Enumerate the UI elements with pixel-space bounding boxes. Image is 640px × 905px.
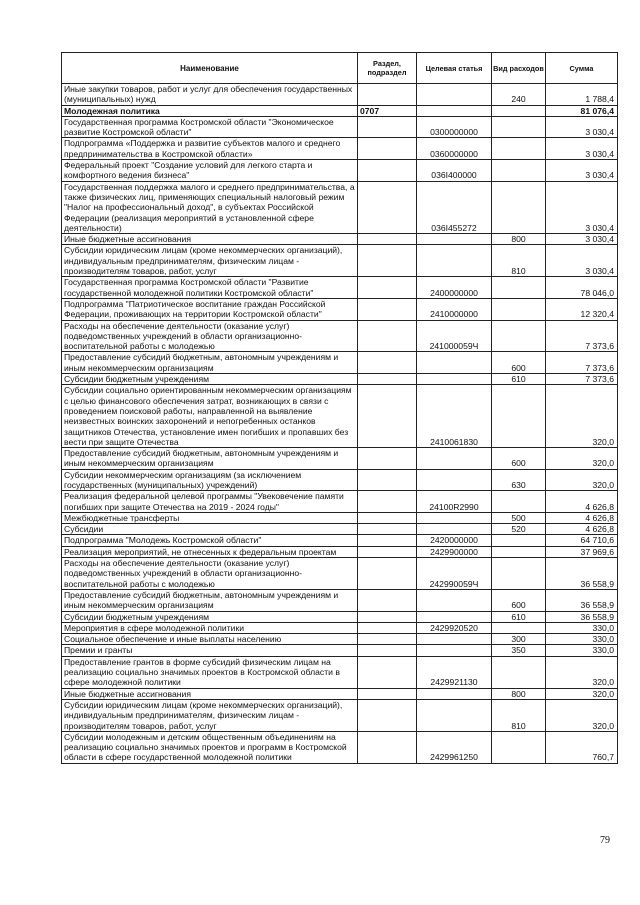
- row-target-item: 24100R2990: [417, 491, 492, 513]
- row-name: Мероприятия в сфере молодежной политики: [62, 622, 358, 633]
- row-name: Субсидии юридическим лицам (кроме некоммерческих организаций), индивидуальным предпринимателям, физическим лицам - производителям товаров, работ, услуг: [62, 245, 358, 277]
- row-name: Субсидии юридическим лицам (кроме некоммерческих организаций), индивидуальным предпринимателям, физическим лицам - производителям товаров, работ, услуг: [62, 699, 358, 731]
- table-row: [62, 731, 618, 763]
- row-target-item: 2429900000: [417, 546, 492, 557]
- row-section: [358, 352, 417, 374]
- row-expense-type: [492, 320, 546, 352]
- row-sum: 78 046,0: [546, 277, 618, 299]
- row-target-item: [417, 234, 492, 245]
- row-expense-type: [492, 491, 546, 513]
- row-name: Субсидии: [62, 524, 358, 535]
- row-expense-type: 520: [492, 524, 546, 535]
- header-name: Наименование: [62, 53, 358, 84]
- row-name: Межбюджетные трансферты: [62, 512, 358, 523]
- row-expense-type: 600: [492, 589, 546, 611]
- row-name: Молодежная политика: [62, 105, 358, 116]
- row-name: Субсидии бюджетным учреждениям: [62, 611, 358, 622]
- table-row: [62, 512, 618, 523]
- row-target-item: [417, 589, 492, 611]
- row-target-item: 2410000000: [417, 298, 492, 320]
- row-expense-type: [492, 277, 546, 299]
- row-sum: 4 626,8: [546, 512, 618, 523]
- budget-document: [61, 52, 617, 764]
- row-section: [358, 234, 417, 245]
- row-name: Федеральный проект "Создание условий для легкого старта и комфортного ведения бизнеса": [62, 160, 358, 182]
- row-target-item: [417, 105, 492, 116]
- row-section: [358, 491, 417, 513]
- row-target-item: 2420000000: [417, 535, 492, 546]
- row-sum: 3 030,4: [546, 245, 618, 277]
- row-sum: 320,0: [546, 469, 618, 491]
- row-sum: 64 710,6: [546, 535, 618, 546]
- row-name: Реализация мероприятий, не отнесенных к федеральным проектам: [62, 546, 358, 557]
- row-target-item: 036I455272: [417, 181, 492, 233]
- row-section: [358, 320, 417, 352]
- row-expense-type: [492, 558, 546, 590]
- row-section: [358, 589, 417, 611]
- row-sum: 320,0: [546, 699, 618, 731]
- row-target-item: [417, 524, 492, 535]
- table-row: [62, 234, 618, 245]
- row-target-item: 0360000000: [417, 138, 492, 160]
- row-target-item: 2429961250: [417, 731, 492, 763]
- row-name: Предоставление грантов в форме субсидий физическим лицам на реализацию социально значимых проектов в Костромской области в сфере молодежной политики: [62, 656, 358, 688]
- table-header-row: [62, 53, 618, 84]
- table-row: [62, 160, 618, 182]
- row-section: [358, 611, 417, 622]
- table-row: [62, 138, 618, 160]
- row-section: [358, 374, 417, 385]
- row-section: [358, 298, 417, 320]
- row-target-item: [417, 245, 492, 277]
- row-expense-type: [492, 546, 546, 557]
- row-name: Субсидии социально ориентированным некоммерческим организациям с целью финансового обеспечения затрат, возникающих в связи с проведением поисковой работы, направленной на выявление неизвестных воинских захоронений и непогребенных останков защитников Отечества, установление имен погибших и пропавших без вести при защите Отечества: [62, 385, 358, 448]
- row-section: [358, 656, 417, 688]
- row-expense-type: [492, 116, 546, 138]
- row-expense-type: 800: [492, 688, 546, 699]
- row-sum: 330,0: [546, 634, 618, 645]
- row-sum: 7 373,6: [546, 352, 618, 374]
- row-name: Подпрограмма "Молодежь Костромской области": [62, 535, 358, 546]
- row-target-item: 036I400000: [417, 160, 492, 182]
- budget-table: [61, 52, 618, 764]
- row-sum: 1 788,4: [546, 84, 618, 106]
- row-expense-type: 610: [492, 374, 546, 385]
- row-sum: 7 373,6: [546, 374, 618, 385]
- row-section: [358, 699, 417, 731]
- row-name: Социальное обеспечение и иные выплаты населению: [62, 634, 358, 645]
- row-name: Субсидии молодежным и детским общественным объединениям на реализацию социально значимых проектов и программ в Костромской области в сфере государственной молодежной политики: [62, 731, 358, 763]
- page-number: 79: [600, 835, 610, 846]
- row-sum: 330,0: [546, 645, 618, 656]
- row-sum: 3 030,4: [546, 234, 618, 245]
- row-section: [358, 448, 417, 470]
- table-row: [62, 245, 618, 277]
- table-row: [62, 352, 618, 374]
- row-sum: 320,0: [546, 656, 618, 688]
- row-expense-type: [492, 181, 546, 233]
- row-sum: 3 030,4: [546, 116, 618, 138]
- table-row: [62, 656, 618, 688]
- row-name: Субсидии некоммерческим организациям (за исключением государственных (муниципальных) учреждений): [62, 469, 358, 491]
- row-expense-type: 500: [492, 512, 546, 523]
- row-expense-type: 600: [492, 448, 546, 470]
- row-sum: 81 076,4: [546, 105, 618, 116]
- header-target-item: Целевая статья: [417, 53, 492, 84]
- row-section: [358, 138, 417, 160]
- row-expense-type: [492, 385, 546, 448]
- table-row: [62, 491, 618, 513]
- row-section: [358, 84, 417, 106]
- row-name: Иные бюджетные ассигнования: [62, 688, 358, 699]
- row-target-item: [417, 84, 492, 106]
- row-target-item: 2410061830: [417, 385, 492, 448]
- row-sum: 37 969,6: [546, 546, 618, 557]
- row-target-item: [417, 352, 492, 374]
- row-section: [358, 535, 417, 546]
- row-target-item: [417, 611, 492, 622]
- row-section: [358, 558, 417, 590]
- row-sum: 4 626,8: [546, 491, 618, 513]
- table-row: [62, 589, 618, 611]
- row-name: Подпрограмма «Поддержка и развитие субъектов малого и среднего предпринимательства в Костромской области»: [62, 138, 358, 160]
- row-name: Государственная программа Костромской области "Развитие государственной молодежной политики Костромской области": [62, 277, 358, 299]
- row-expense-type: [492, 731, 546, 763]
- row-section: [358, 512, 417, 523]
- row-target-item: [417, 374, 492, 385]
- row-expense-type: [492, 138, 546, 160]
- header-expense-type: Вид расходов: [492, 53, 546, 84]
- table-row: [62, 469, 618, 491]
- table-row: [62, 611, 618, 622]
- row-name: Предоставление субсидий бюджетным, автономным учреждениям и иным некоммерческим организациям: [62, 352, 358, 374]
- row-expense-type: 630: [492, 469, 546, 491]
- row-expense-type: [492, 622, 546, 633]
- table-row: [62, 105, 618, 116]
- row-sum: 320,0: [546, 448, 618, 470]
- row-sum: 760,7: [546, 731, 618, 763]
- table-row: [62, 622, 618, 633]
- table-row: [62, 374, 618, 385]
- row-section: [358, 622, 417, 633]
- row-expense-type: 800: [492, 234, 546, 245]
- row-section: [358, 160, 417, 182]
- row-target-item: 0300000000: [417, 116, 492, 138]
- row-target-item: [417, 645, 492, 656]
- row-target-item: [417, 512, 492, 523]
- row-name: Иные бюджетные ассигнования: [62, 234, 358, 245]
- row-target-item: 2400000000: [417, 277, 492, 299]
- row-expense-type: 810: [492, 245, 546, 277]
- row-target-item: [417, 688, 492, 699]
- row-expense-type: [492, 298, 546, 320]
- row-expense-type: 350: [492, 645, 546, 656]
- row-name: Предоставление субсидий бюджетным, автономным учреждениям и иным некоммерческим организациям: [62, 448, 358, 470]
- table-row: [62, 320, 618, 352]
- row-target-item: [417, 469, 492, 491]
- table-row: [62, 535, 618, 546]
- table-row: [62, 699, 618, 731]
- table-row: [62, 688, 618, 699]
- row-section: [358, 731, 417, 763]
- row-sum: 36 558,9: [546, 589, 618, 611]
- row-section: [358, 116, 417, 138]
- row-sum: 320,0: [546, 385, 618, 448]
- row-sum: 7 373,6: [546, 320, 618, 352]
- row-section: [358, 245, 417, 277]
- row-expense-type: 810: [492, 699, 546, 731]
- row-expense-type: [492, 105, 546, 116]
- table-row: [62, 385, 618, 448]
- row-target-item: 241000059Ч: [417, 320, 492, 352]
- row-target-item: [417, 699, 492, 731]
- row-section: [358, 181, 417, 233]
- row-section: [358, 546, 417, 557]
- row-sum: 3 030,4: [546, 138, 618, 160]
- row-target-item: 2429920520: [417, 622, 492, 633]
- row-expense-type: [492, 160, 546, 182]
- row-name: Премии и гранты: [62, 645, 358, 656]
- table-row: [62, 558, 618, 590]
- row-sum: 4 626,8: [546, 524, 618, 535]
- header-section: Раздел, подраздел: [358, 53, 417, 84]
- row-name: Подпрограмма "Патриотическое воспитание граждан Российской Федерации, проживающих на территории Костромской области": [62, 298, 358, 320]
- row-section: 0707: [358, 105, 417, 116]
- row-section: [358, 469, 417, 491]
- table-row: [62, 277, 618, 299]
- table-row: [62, 546, 618, 557]
- table-row: [62, 448, 618, 470]
- row-name: Государственная программа Костромской области "Экономическое развитие Костромской области": [62, 116, 358, 138]
- row-name: Иные закупки товаров, работ и услуг для обеспечения государственных (муниципальных) нужд: [62, 84, 358, 106]
- row-name: Расходы на обеспечение деятельности (оказание услуг) подведомственных учреждений в области организационно-воспитательной работы с молодежью: [62, 558, 358, 590]
- row-sum: 36 558,9: [546, 558, 618, 590]
- row-expense-type: 240: [492, 84, 546, 106]
- row-expense-type: 610: [492, 611, 546, 622]
- row-section: [358, 645, 417, 656]
- table-row: [62, 84, 618, 106]
- row-expense-type: 600: [492, 352, 546, 374]
- row-section: [358, 277, 417, 299]
- row-target-item: [417, 634, 492, 645]
- row-section: [358, 524, 417, 535]
- row-target-item: 2429921130: [417, 656, 492, 688]
- row-target-item: 242990059Ч: [417, 558, 492, 590]
- row-section: [358, 385, 417, 448]
- row-section: [358, 688, 417, 699]
- row-name: Субсидии бюджетным учреждениям: [62, 374, 358, 385]
- row-sum: 320,0: [546, 688, 618, 699]
- table-row: [62, 645, 618, 656]
- row-name: Реализация федеральной целевой программы "Увековечение памяти погибших при защите Отечества на 2019 - 2024 годы": [62, 491, 358, 513]
- row-sum: 36 558,9: [546, 611, 618, 622]
- row-sum: 3 030,4: [546, 160, 618, 182]
- row-expense-type: [492, 656, 546, 688]
- table-row: [62, 634, 618, 645]
- row-expense-type: [492, 535, 546, 546]
- table-row: [62, 116, 618, 138]
- row-name: Государственная поддержка малого и среднего предпринимательства, а также физических лиц, применяющих специальный налоговый режим "Налог на профессиональный доход", в субъектах Российской Федерации (реализация мероприятий в установленной сфере деятельности): [62, 181, 358, 233]
- header-sum: Сумма: [546, 53, 618, 84]
- row-sum: 330,0: [546, 622, 618, 633]
- row-name: Предоставление субсидий бюджетным, автономным учреждениям и иным некоммерческим организациям: [62, 589, 358, 611]
- row-sum: 12 320,4: [546, 298, 618, 320]
- row-target-item: [417, 448, 492, 470]
- table-row: [62, 181, 618, 233]
- table-row: [62, 298, 618, 320]
- row-section: [358, 634, 417, 645]
- row-sum: 3 030,4: [546, 181, 618, 233]
- row-expense-type: 300: [492, 634, 546, 645]
- row-name: Расходы на обеспечение деятельности (оказание услуг) подведомственных учреждений в области организационно-воспитательной работы с молодежью: [62, 320, 358, 352]
- table-row: [62, 524, 618, 535]
